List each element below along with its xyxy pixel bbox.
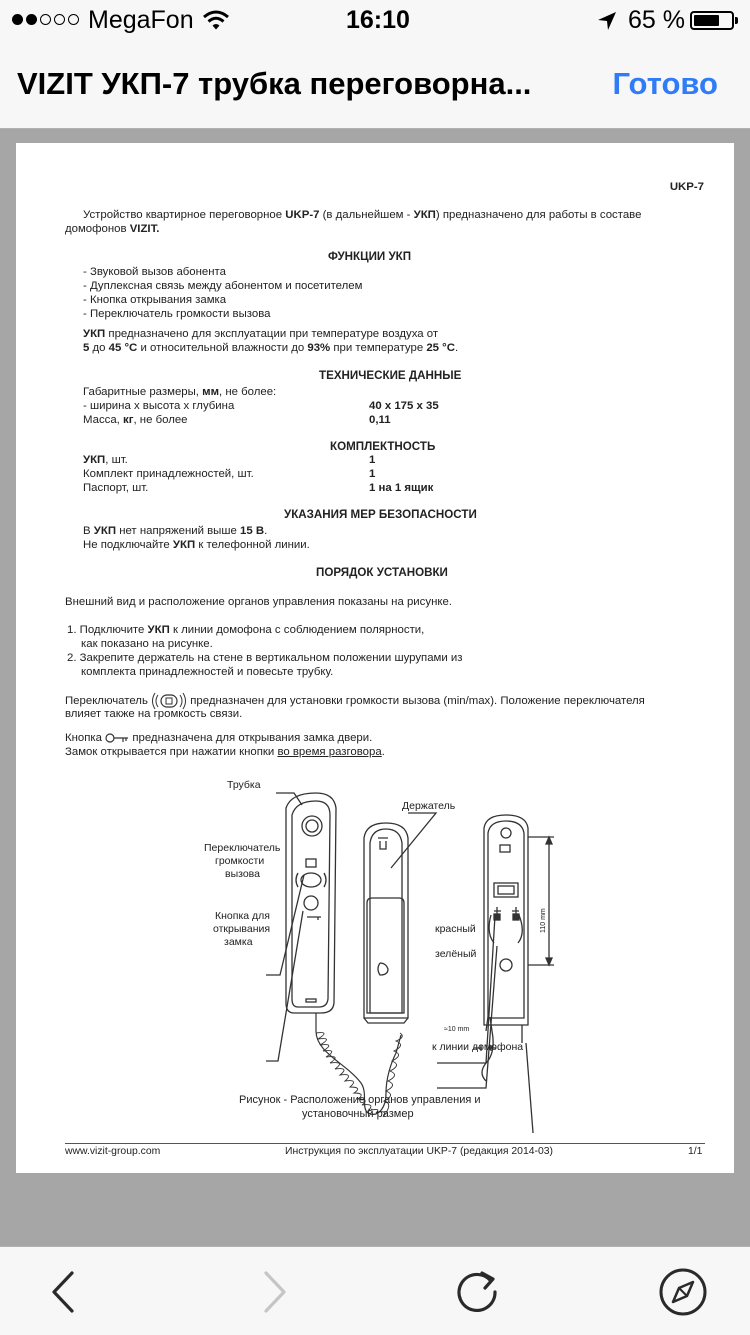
tech-row-value: 40 x 175 x 35 [369, 400, 439, 412]
navigation-bar [0, 40, 750, 129]
speaker-grille [302, 816, 322, 836]
page-title: VIZIT УКП-7 трубка переговорна... [17, 66, 532, 101]
button-description: Кнопка предназначена для открывания замка двери. [65, 732, 373, 745]
kit-row-value: 1 [369, 454, 376, 466]
section-heading: ФУНКЦИИ УКП [328, 250, 412, 263]
battery-percent: 65 % [628, 6, 685, 34]
dimension-bottom-label: ≈10 mm [444, 1026, 470, 1033]
install-step-1-cont: как показано на рисунке. [81, 638, 213, 650]
door-open-button [304, 896, 318, 910]
kit-row-value: 1 на 1 ящик [369, 482, 434, 494]
intro-line-2: домофонов VIZIT. [65, 223, 160, 235]
installation-figure [16, 763, 734, 1133]
figure-label-holder: Держатель [402, 800, 456, 812]
signal-strength-icon [12, 14, 79, 25]
status-bar [0, 0, 750, 40]
footer-divider [65, 1143, 705, 1144]
dimension-height-label: 110 mm [540, 908, 547, 933]
install-step-2-cont: комплекта принадлежностей и повесьте трубку. [81, 666, 334, 678]
safari-compass-icon[interactable] [658, 1267, 708, 1317]
kit-row-label: УКП, шт. [83, 454, 128, 466]
bottom-toolbar [0, 1246, 750, 1335]
section-heading: КОМПЛЕКТНОСТЬ [330, 440, 436, 453]
reload-icon[interactable] [452, 1267, 502, 1317]
done-button[interactable]: Готово [612, 66, 718, 101]
model-code: UKP-7 [669, 181, 704, 193]
operation-line-1: УКП предназначено для эксплуатации при температуре воздуха от [83, 328, 439, 340]
section-heading: ТЕХНИЧЕСКИЕ ДАННЫЕ [319, 369, 462, 382]
location-arrow-icon [597, 11, 617, 31]
document-viewer[interactable] [0, 129, 750, 1246]
figure-label-green-wire: зелёный [435, 948, 477, 960]
section-heading: ПОРЯДОК УСТАНОВКИ [316, 566, 448, 579]
safety-line-2: Не подключайте УКП к телефонной линии. [83, 539, 310, 551]
list-item: - Переключатель громкости вызова [83, 308, 271, 320]
battery-icon [690, 11, 734, 30]
section-heading: УКАЗАНИЯ МЕР БЕЗОПАСНОСТИ [284, 508, 477, 521]
kit-row-value: 1 [369, 468, 376, 480]
figure-label-line: к линии домофона [432, 1041, 524, 1053]
footer-page: 1/1 [688, 1146, 703, 1157]
list-item: - Кнопка открывания замка [83, 294, 227, 306]
carrier-name: MegaFon [88, 6, 194, 34]
indicator-lamp [306, 859, 316, 867]
figure-label-red-wire: красный [435, 923, 476, 935]
install-step-1: 1. Подключите УКП к линии домофона с соблюдением полярности, [67, 624, 425, 636]
intro-line-1: Устройство квартирное переговорное UKP-7 (в дальнейшем - УКП) предназначено для работы в составе [83, 209, 642, 221]
list-item: - Звуковой вызов абонента [83, 266, 226, 278]
install-lead: Внешний вид и расположение органов управления показаны на рисунке. [65, 596, 452, 608]
figure-label-switch: Переключатель громкости вызова [204, 842, 281, 880]
figure-caption: Рисунок - Расположение органов управления и установочный размер [239, 1094, 481, 1120]
switch-description-cont: влияет также на громкость связи. [65, 708, 243, 720]
install-step-2: 2. Закрепите держатель на стене в вертикальном положении шурупами из [67, 652, 463, 664]
tech-row-label: - ширина x высота x глубина [83, 400, 235, 412]
kit-row-label: Комплект принадлежностей, шт. [83, 468, 254, 480]
tech-row-value: 0,11 [369, 414, 391, 426]
figure-label-button: Кнопка для открывания замка [213, 910, 271, 948]
kit-row-label: Паспорт, шт. [83, 482, 149, 494]
tech-row-label: Масса, кг, не более [83, 414, 188, 426]
operation-line-2: 5 до 45 °C и относительной влажности до 93% при температуре 25 °C. [83, 342, 459, 354]
switch-description: Переключатель предназначен для установки громкости вызова (min/max). Положение переключателя [65, 692, 645, 710]
tech-row: Габаритные размеры, мм, не более: [83, 386, 277, 398]
button-description-cont: Замок открывается при нажатии кнопки во время разговора. [65, 746, 385, 758]
list-item: - Дуплексная связь между абонентом и посетителем [83, 280, 363, 292]
safety-line-1: В УКП нет напряжений выше 15 В. [83, 525, 268, 537]
back-icon[interactable] [40, 1267, 90, 1317]
clock: 16:10 [346, 6, 410, 34]
footer-doc: Инструкция по эксплуатации UKP-7 (редакция 2014-03) [285, 1146, 553, 1157]
key-icon [105, 732, 129, 744]
figure-label-handset: Трубка [227, 779, 261, 791]
document-page [16, 143, 734, 1173]
forward-icon[interactable] [248, 1267, 298, 1317]
wifi-icon [202, 9, 230, 31]
footer-site: www.vizit-group.com [65, 1146, 161, 1157]
